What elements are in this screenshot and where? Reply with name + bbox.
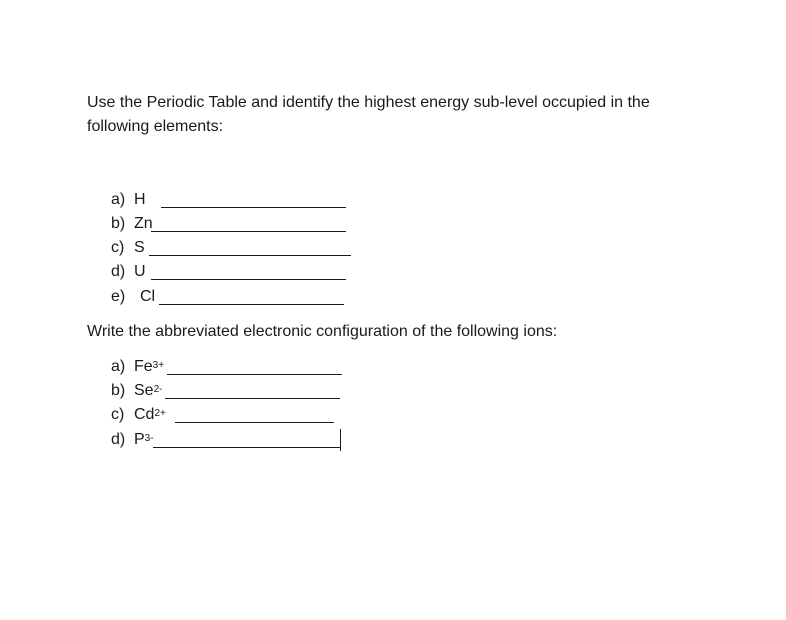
ion-charge: 3+ — [152, 360, 165, 371]
ion-symbol — [134, 355, 164, 379]
element-symbol: Zn — [134, 215, 153, 232]
element-symbol: S — [134, 239, 145, 256]
ion-element: Cd — [134, 406, 155, 423]
answer-blank[interactable] — [149, 255, 351, 256]
ion-charge: 3- — [144, 433, 154, 444]
element-symbol: H — [134, 191, 146, 208]
answer-blank[interactable] — [153, 447, 340, 448]
answer-blank[interactable] — [161, 207, 346, 208]
answer-blank[interactable] — [151, 231, 346, 232]
element-symbol: Cl — [140, 288, 156, 305]
instruction-paragraph — [87, 91, 650, 139]
list-marker: b) — [111, 215, 126, 232]
ion-charge: 2+ — [154, 408, 166, 419]
ion-element: Se — [134, 382, 154, 399]
ion-symbol — [134, 403, 166, 427]
ion-charge: 2- — [153, 384, 163, 395]
ion-symbol — [134, 428, 154, 452]
instruction-paragraph-2: Write the abbreviated electronic configuration of the following ions: — [87, 323, 558, 340]
list-marker: d) — [111, 431, 126, 448]
answer-blank[interactable] — [175, 422, 334, 423]
list-marker: c) — [111, 406, 125, 423]
list-marker: e) — [111, 288, 126, 305]
answer-blank[interactable] — [165, 398, 340, 399]
list-marker: c) — [111, 239, 125, 256]
list-marker: d) — [111, 263, 126, 280]
ion-symbol — [134, 379, 162, 403]
answer-blank[interactable] — [167, 374, 342, 375]
answer-blank[interactable] — [159, 304, 344, 305]
list-marker: a) — [111, 191, 126, 208]
answer-blank[interactable] — [151, 279, 346, 280]
ion-element: Fe — [134, 358, 153, 375]
instruction-line-2: following elements: — [87, 118, 224, 135]
element-symbol: U — [134, 263, 146, 280]
instruction-line-1: Use the Periodic Table and identify the highest energy sub-level occupied in the — [87, 94, 650, 111]
text-cursor — [340, 429, 341, 451]
list-marker: b) — [111, 382, 126, 399]
ion-element: P — [134, 431, 145, 448]
list-marker: a) — [111, 358, 126, 375]
